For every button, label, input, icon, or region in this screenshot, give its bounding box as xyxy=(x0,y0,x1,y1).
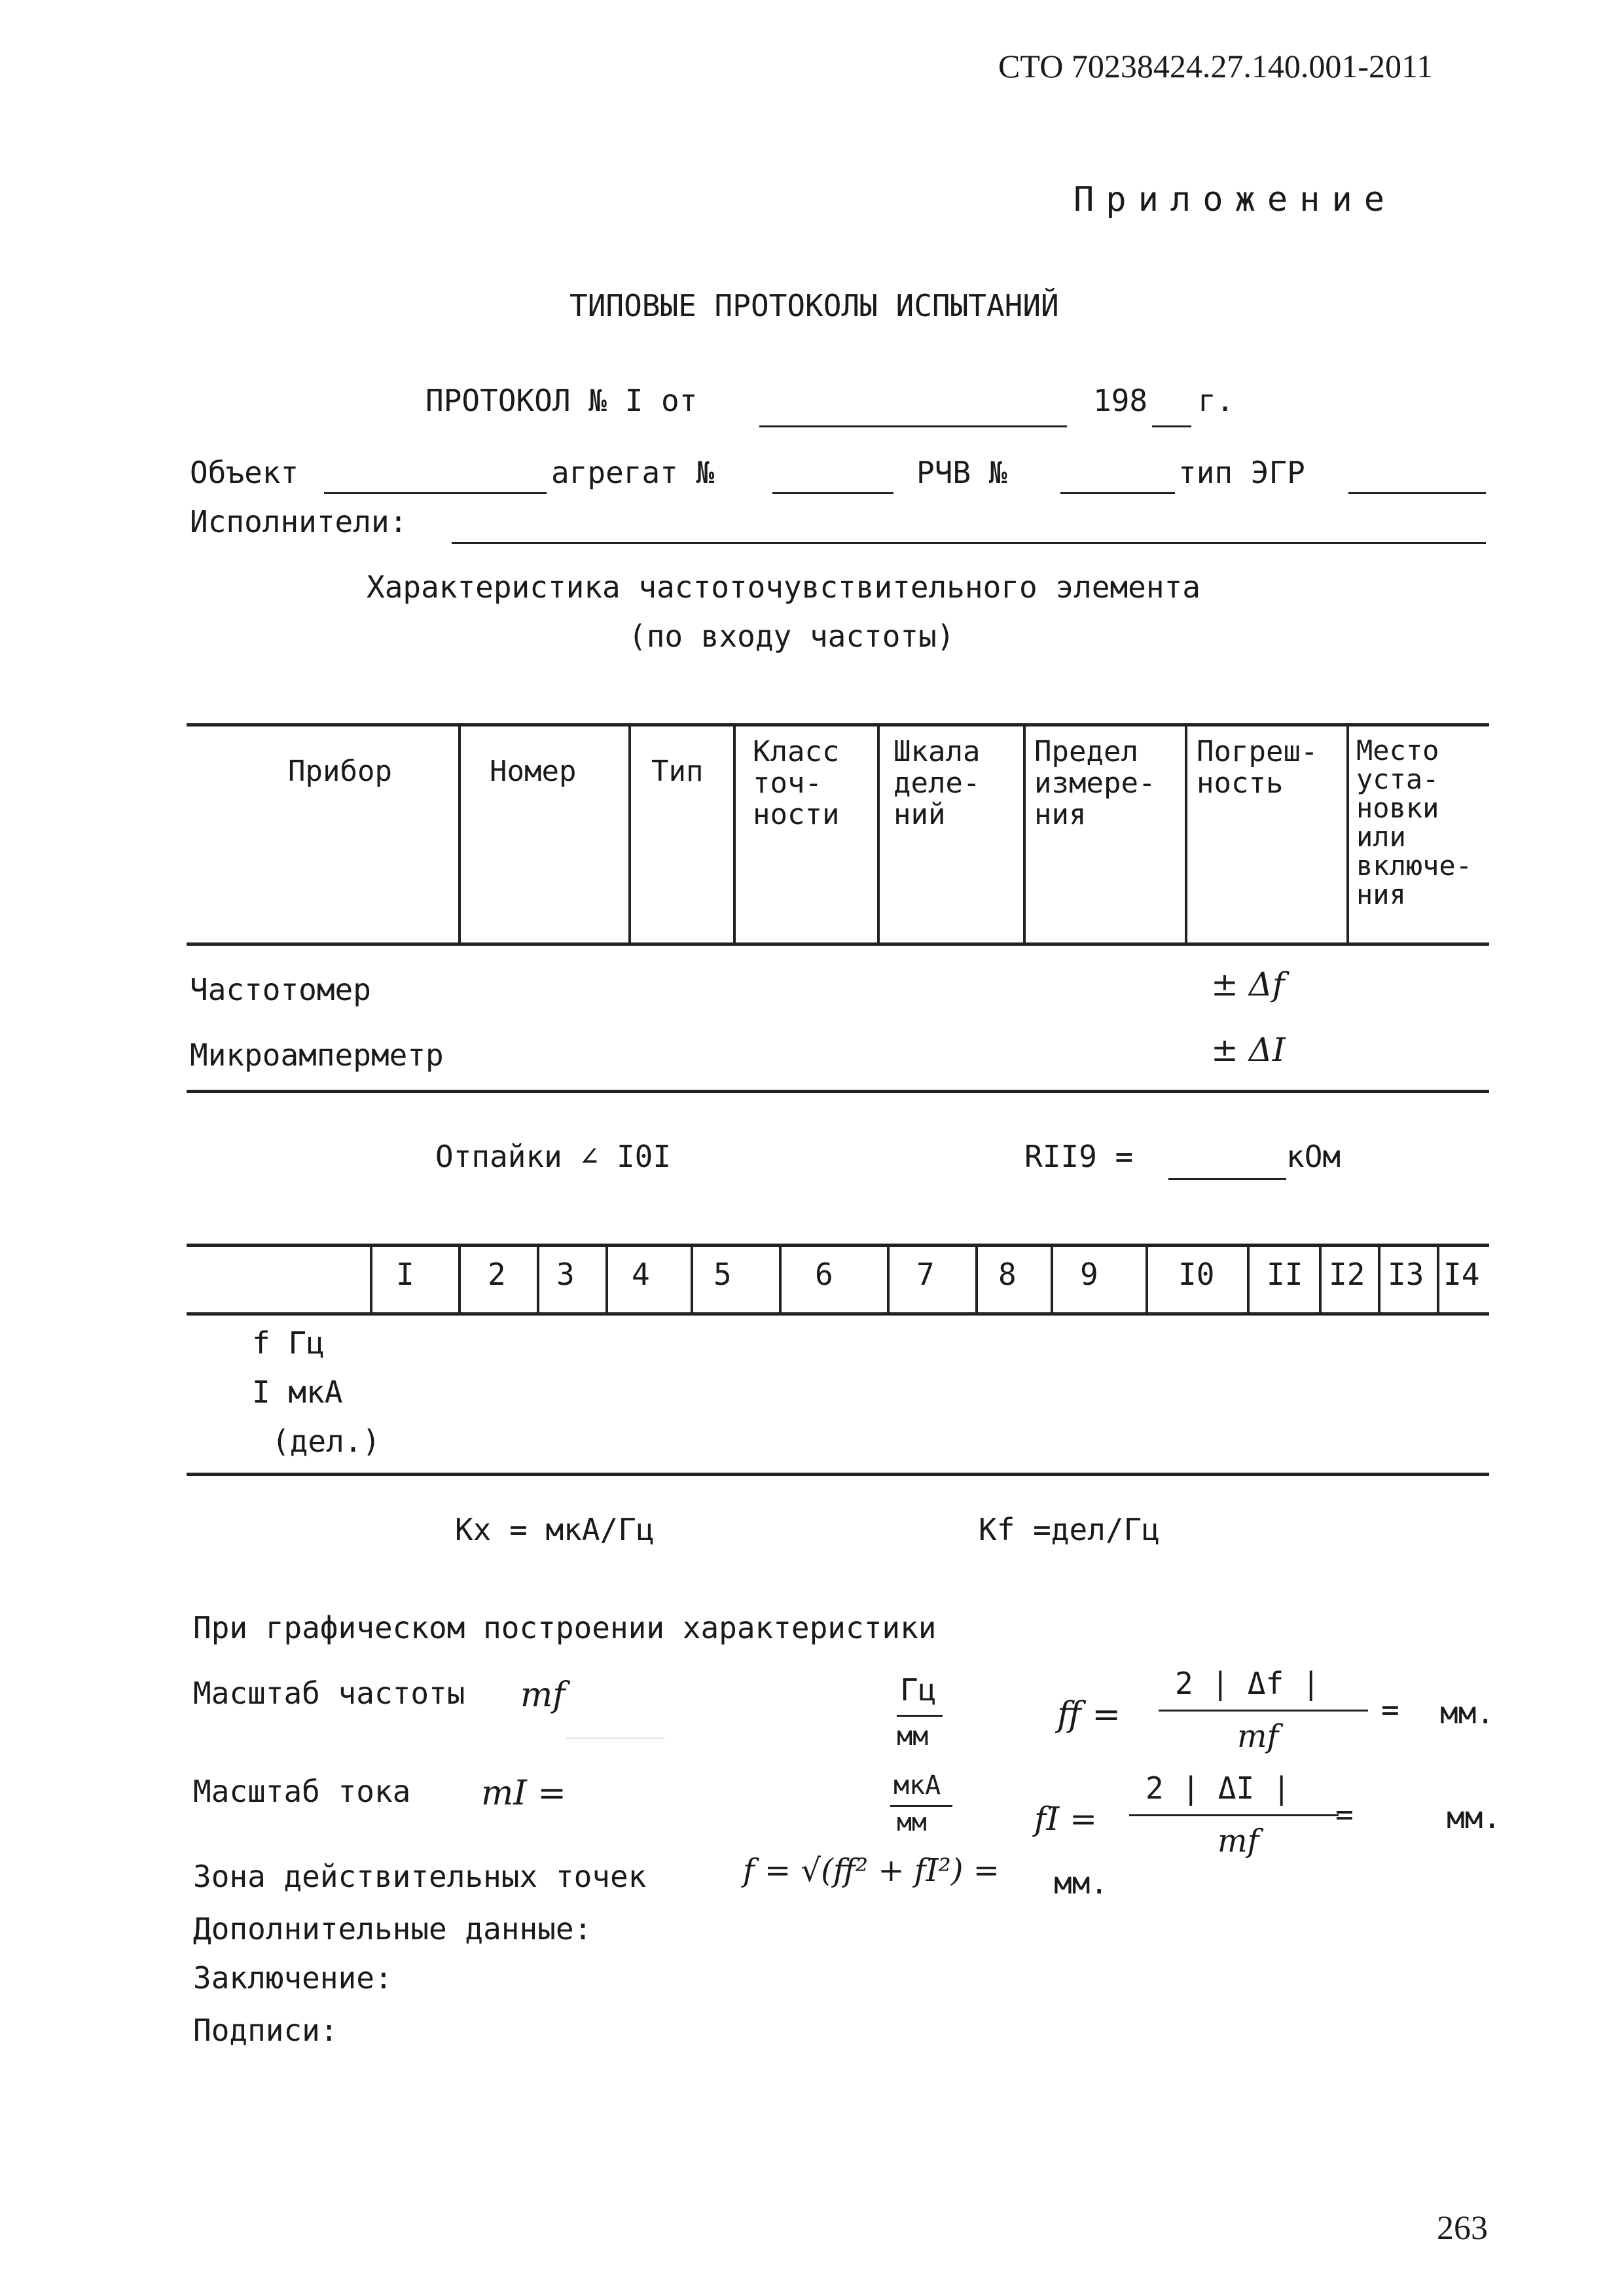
performers-blank xyxy=(452,542,1486,544)
fi-left: fI = xyxy=(1034,1800,1098,1838)
coefficient-kx: Kx = мкА/Гц xyxy=(455,1512,655,1547)
resistor-label: RII9 = xyxy=(1024,1139,1134,1174)
fi-equals: = xyxy=(1335,1797,1354,1832)
standard-code: СТО 70238424.27.140.001-2011 xyxy=(998,48,1434,84)
ff-denominator: mf xyxy=(1237,1718,1279,1755)
aggregate-label: агрегат № xyxy=(551,455,715,490)
signatures-label: Подписи: xyxy=(193,2013,338,2048)
mm-unit-1: мм. xyxy=(1440,1695,1495,1731)
col-divider xyxy=(877,723,880,942)
page-number: 263 xyxy=(1437,2210,1488,2247)
header-error: Погреш- ность xyxy=(1197,735,1318,800)
header-scale: Шкала деле- ний xyxy=(893,735,981,831)
col-10: I0 xyxy=(1178,1257,1215,1292)
col-divider xyxy=(1346,723,1349,942)
aggregate-blank xyxy=(772,492,893,494)
ff-numerator: 2 | Δf | xyxy=(1175,1666,1320,1701)
page-title: ТИПОВЫЕ ПРОТОКОЛЫ ИСПЫТАНИЙ xyxy=(569,288,1059,323)
ff-equals: = xyxy=(1381,1692,1399,1727)
current-unit-numerator: мкА xyxy=(893,1770,941,1801)
instruments-table-bottom xyxy=(187,1090,1489,1093)
col-3: 3 xyxy=(556,1257,575,1292)
freq-scale-label: Масштаб частоты xyxy=(193,1676,465,1711)
freq-unit-fraction-bar xyxy=(897,1715,943,1717)
measure-table-top xyxy=(187,1244,1489,1247)
col-divider xyxy=(1247,1244,1250,1312)
egr-label: тип ЭГР xyxy=(1178,455,1305,490)
ff-fraction-bar xyxy=(1159,1710,1368,1712)
freq-scale-symbol: mf xyxy=(520,1676,566,1715)
current-error: ± ΔI xyxy=(1211,1031,1286,1069)
current-scale-label: Масштаб тока xyxy=(193,1774,411,1809)
protocol-title: ПРОТОКОЛ № I от xyxy=(425,383,698,418)
year-blank xyxy=(1152,425,1191,427)
col-divider xyxy=(733,723,736,942)
measure-table-header-bottom xyxy=(187,1312,1489,1316)
year-prefix: 198 xyxy=(1093,383,1148,418)
col-2: 2 xyxy=(488,1257,506,1292)
current-unit-denominator: мм xyxy=(897,1808,927,1837)
header-accuracy-class: Класс точ- ности xyxy=(753,735,840,831)
col-8: 8 xyxy=(998,1257,1017,1292)
characteristic-title: Характеристика частоточувствительного элемента xyxy=(367,569,1200,605)
performers-label: Исполнители: xyxy=(190,504,408,539)
rchv-blank xyxy=(1060,492,1175,494)
mm-unit-2: мм. xyxy=(1447,1800,1502,1835)
col-4: 4 xyxy=(632,1257,650,1292)
resistor-blank xyxy=(1168,1178,1286,1180)
graph-intro: При графическом построении характеристики xyxy=(193,1610,937,1645)
instruments-table-header-bottom xyxy=(187,942,1489,946)
col-divider xyxy=(1023,723,1026,942)
year-suffix: г. xyxy=(1198,383,1235,418)
col-divider xyxy=(779,1244,782,1312)
col-1: I xyxy=(396,1257,414,1292)
col-12: I2 xyxy=(1329,1257,1365,1292)
freq-unit-denominator: мм xyxy=(897,1721,929,1751)
current-scale-symbol: mI = xyxy=(481,1774,566,1813)
col-divider xyxy=(537,1244,539,1312)
col-14: I4 xyxy=(1443,1257,1480,1292)
col-divider xyxy=(1185,723,1187,942)
zone-label: Зона действительных точек xyxy=(193,1859,647,1894)
characteristic-subtitle: (по входу частоты) xyxy=(628,619,955,654)
zone-formula: f = √(ff² + fI²) = xyxy=(743,1852,1000,1889)
col-7: 7 xyxy=(916,1257,935,1292)
measure-table-bottom xyxy=(187,1473,1489,1476)
ff-left: ff = xyxy=(1057,1695,1121,1734)
header-location: Место уста- новки или включе- ния xyxy=(1356,734,1473,910)
current-unit-fraction-bar xyxy=(890,1805,952,1807)
row-label-current: I мкА xyxy=(252,1374,343,1410)
zone-unit: мм. xyxy=(1054,1865,1109,1901)
col-divider xyxy=(1051,1244,1053,1312)
col-6: 6 xyxy=(815,1257,833,1292)
rchv-label: РЧВ № xyxy=(916,455,1007,490)
row-label-divisions: (дел.) xyxy=(272,1424,381,1459)
freq-unit-numerator: Гц xyxy=(900,1672,937,1708)
col-divider xyxy=(605,1244,608,1312)
col-divider xyxy=(1146,1244,1148,1312)
date-blank xyxy=(759,425,1067,427)
col-13: I3 xyxy=(1388,1257,1424,1292)
col-divider xyxy=(975,1244,978,1312)
appendix-label: Приложение xyxy=(1074,180,1397,219)
frequency-error: ± Δf xyxy=(1211,965,1285,1003)
instruments-table-top xyxy=(187,723,1489,726)
header-device: Прибор xyxy=(288,755,392,788)
col-11: II xyxy=(1267,1257,1303,1292)
row-label-frequency: f Гц xyxy=(252,1325,325,1361)
col-divider xyxy=(370,1244,372,1312)
egr-blank xyxy=(1348,492,1486,494)
col-divider xyxy=(691,1244,693,1312)
conclusion-label: Заключение: xyxy=(193,1960,393,1996)
col-divider xyxy=(1319,1244,1322,1312)
col-divider xyxy=(628,723,631,942)
taps-label: Отпайки ∠ I0I xyxy=(435,1139,672,1174)
col-divider xyxy=(887,1244,890,1312)
object-label: Объект xyxy=(190,455,299,490)
col-9: 9 xyxy=(1080,1257,1098,1292)
header-number: Номер xyxy=(490,755,577,788)
row-microammeter: Микроамперметр xyxy=(190,1037,444,1073)
fi-fraction-bar xyxy=(1129,1814,1339,1816)
header-range: Предел измере- ния xyxy=(1034,735,1156,831)
col-5: 5 xyxy=(713,1257,732,1292)
row-frequency-meter: Частотомер xyxy=(190,972,371,1007)
fi-numerator: 2 | ΔI | xyxy=(1146,1770,1291,1806)
extra-data-label: Дополнительные данные: xyxy=(193,1911,592,1946)
col-divider xyxy=(458,723,461,942)
col-divider xyxy=(458,1244,461,1312)
object-blank xyxy=(324,492,547,494)
fi-denominator: mf xyxy=(1218,1823,1259,1859)
resistor-unit: кОм xyxy=(1286,1139,1341,1174)
header-type: Тип xyxy=(651,755,704,788)
coefficient-kf: Kf =дел/Гц xyxy=(979,1512,1160,1547)
col-divider xyxy=(1378,1244,1380,1312)
col-divider xyxy=(1437,1244,1439,1312)
